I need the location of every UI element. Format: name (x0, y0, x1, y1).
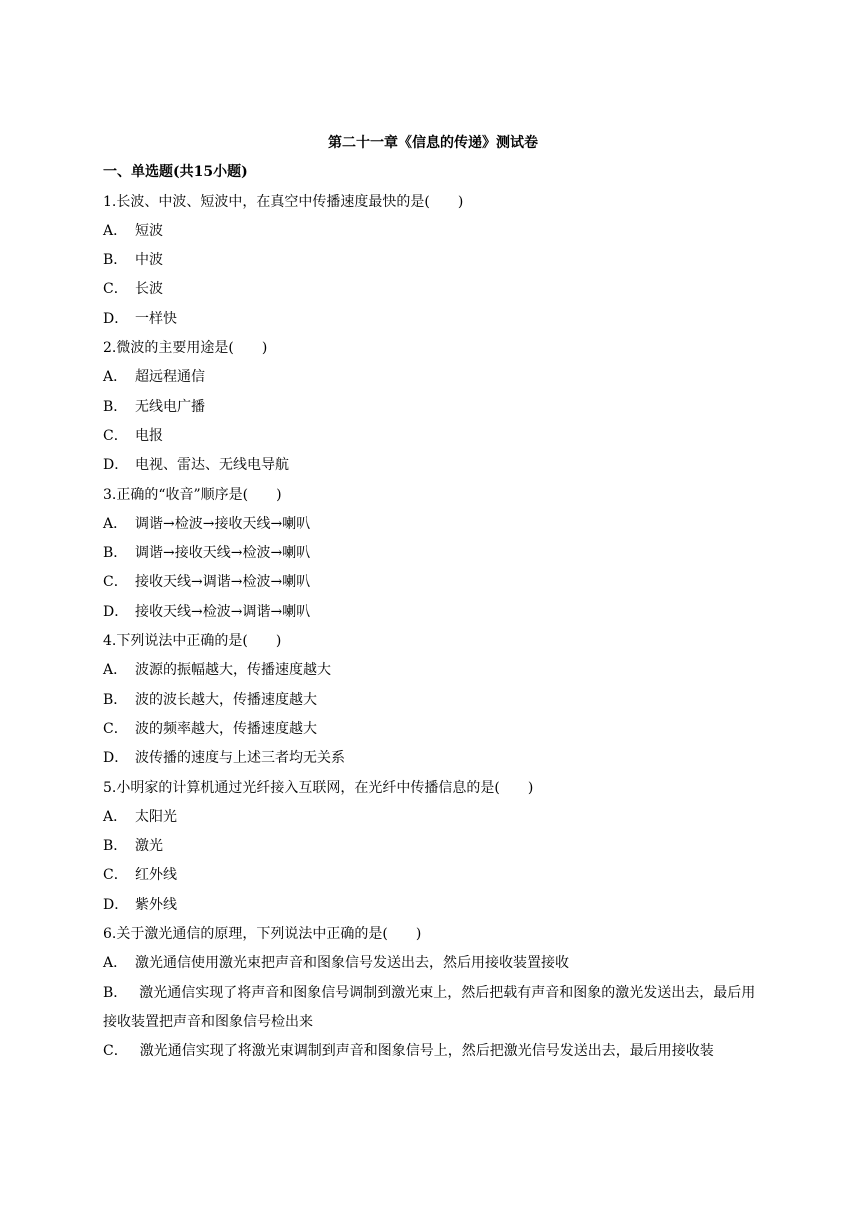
option-letter: A． (103, 515, 128, 532)
option-d (103, 305, 763, 334)
option-c (103, 275, 763, 304)
option-text: 激光通信实现了将激光束调制到声音和图象信号上，然后把激光信号发送出去，最后用接收装 (139, 1043, 714, 1060)
option-text: 接收天线→调谐→检波→喇叭 (135, 574, 311, 591)
option-text: 激光 (135, 838, 163, 855)
question-1 (103, 188, 763, 334)
option-text: 中波 (135, 252, 163, 269)
option-d (103, 451, 763, 480)
document-content (103, 129, 763, 1067)
option-text: 短波 (135, 222, 163, 239)
question-stem: 6.关于激光通信的原理，下列说法中正确的是( ) (103, 926, 422, 943)
option-a (103, 803, 763, 832)
option-b (103, 686, 763, 715)
option-letter: C． (103, 720, 128, 737)
option-letter: D． (103, 896, 129, 913)
option-d (103, 744, 763, 773)
option-b (103, 539, 763, 568)
question-stem: 4.下列说法中正确的是( ) (103, 633, 282, 650)
option-text: 红外线 (135, 867, 177, 884)
option-text: 激光通信实现了将声音和图象信号调制到激光束上，然后把载有声音和图象的激光发送出去，最后用接收装置把声音和图象信号检出来 (103, 984, 756, 1030)
option-letter: D． (103, 457, 129, 474)
option-d (103, 598, 763, 627)
option-text: 紫外线 (135, 896, 177, 913)
option-text: 一样快 (135, 310, 177, 327)
option-letter: D． (103, 310, 129, 327)
option-c (103, 568, 763, 597)
section-heading: 一、单选题(共15小题) (103, 164, 248, 181)
option-c (103, 715, 763, 744)
option-text: 波的波长越大，传播速度越大 (135, 691, 317, 708)
option-text: 激光通信使用激光束把声音和图象信号发送出去，然后用接收装置接收 (135, 955, 569, 972)
option-letter: C． (103, 427, 128, 444)
option-text: 波源的振幅越大，传播速度越大 (135, 662, 331, 679)
option-letter: C． (103, 281, 128, 298)
option-letter: A． (103, 662, 128, 679)
option-b (103, 832, 763, 861)
option-d (103, 891, 763, 920)
option-text: 无线电广播 (135, 398, 205, 415)
option-text: 波传播的速度与上述三者均无关系 (135, 750, 345, 767)
option-a (103, 363, 763, 392)
question-stem: 3.正确的“收音”顺序是( ) (103, 486, 282, 503)
option-a (103, 949, 763, 978)
option-text: 接收天线→检波→调谐→喇叭 (135, 603, 311, 620)
option-c (103, 422, 763, 451)
option-text: 波的频率越大，传播速度越大 (135, 720, 317, 737)
question-3 (103, 481, 763, 627)
question-stem: 1.长波、中波、短波中，在真空中传播速度最快的是( ) (103, 193, 464, 210)
option-text: 电报 (135, 427, 163, 444)
option-b (103, 393, 763, 422)
option-text: 调谐→检波→接收天线→喇叭 (135, 515, 311, 532)
option-text: 电视、雷达、无线电导航 (135, 457, 289, 474)
option-letter: D． (103, 750, 129, 767)
option-letter: C． (103, 1043, 128, 1060)
option-b (103, 979, 763, 1038)
option-letter: B． (103, 838, 128, 855)
option-c (103, 861, 763, 890)
option-b (103, 246, 763, 275)
option-letter: B． (103, 691, 128, 708)
option-letter: D． (103, 603, 129, 620)
question-4 (103, 627, 763, 773)
option-letter: B． (103, 545, 128, 562)
option-a (103, 510, 763, 539)
option-letter: A． (103, 808, 128, 825)
question-stem: 2.微波的主要用途是( ) (103, 340, 268, 357)
option-letter: B． (103, 984, 128, 1001)
option-letter: A． (103, 369, 128, 386)
option-a (103, 656, 763, 685)
question-2 (103, 334, 763, 480)
question-6 (103, 920, 763, 1066)
option-letter: C． (103, 574, 128, 591)
option-text: 调谐→接收天线→检波→喇叭 (135, 545, 311, 562)
option-text: 太阳光 (135, 808, 177, 825)
option-a (103, 217, 763, 246)
option-letter: C． (103, 867, 128, 884)
document-title: 第二十一章《信息的传递》测试卷 (328, 135, 538, 151)
question-stem: 5.小明家的计算机通过光纤接入互联网，在光纤中传播信息的是( ) (103, 779, 534, 796)
option-letter: B． (103, 252, 128, 269)
option-letter: B． (103, 398, 128, 415)
question-5 (103, 774, 763, 920)
option-c (103, 1037, 763, 1066)
option-letter: A． (103, 955, 128, 972)
option-letter: A． (103, 222, 128, 239)
option-text: 长波 (135, 281, 163, 298)
option-text: 超远程通信 (135, 369, 205, 386)
